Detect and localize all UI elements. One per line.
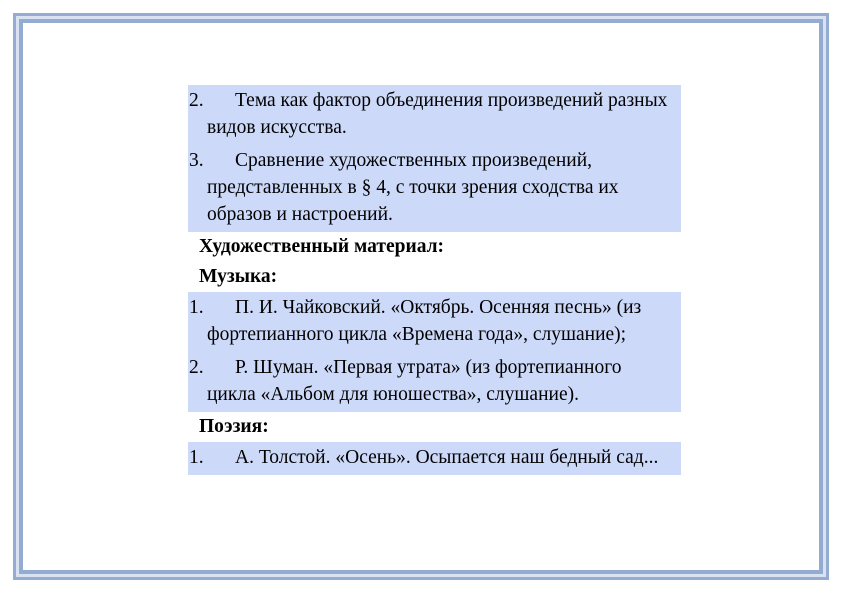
heading-art-material: [193, 232, 681, 262]
list-number: 2.: [189, 357, 204, 378]
list-text: Р. Шуман. «Первая утрата» (из фортепианного цикла «Альбом для юношества», слушание).: [207, 357, 622, 405]
heading-text: Музыка:: [199, 266, 278, 287]
list-item: [188, 292, 681, 352]
list-item: [188, 352, 681, 412]
list-block-music: [188, 292, 681, 412]
list-text: Сравнение художественных произведений, представленных в § 4, с точки зрения сходства их образов и настроений.: [207, 150, 619, 225]
list-number: 3.: [189, 150, 204, 171]
list-block-themes: [188, 85, 681, 232]
heading-text: Художественный материал:: [199, 236, 445, 257]
heading-poetry: [193, 412, 681, 442]
list-item: [188, 145, 681, 232]
list-text: А. Толстой. «Осень». Осыпается наш бедный сад...: [235, 447, 659, 468]
list-block-poetry: [188, 442, 681, 475]
list-item: [188, 85, 681, 145]
list-text: П. И. Чайковский. «Октябрь. Осенняя песнь» (из фортепианного цикла «Времена года», слушание);: [207, 297, 642, 345]
list-number: 1.: [189, 297, 204, 318]
list-number: 2.: [189, 90, 204, 111]
list-item: [188, 442, 681, 475]
list-text: Тема как фактор объединения произведений разных видов искусства.: [207, 90, 668, 138]
list-number: 1.: [189, 447, 204, 468]
heading-text: Поэзия:: [199, 416, 269, 437]
heading-music: [193, 262, 681, 292]
text-content: [188, 85, 681, 475]
